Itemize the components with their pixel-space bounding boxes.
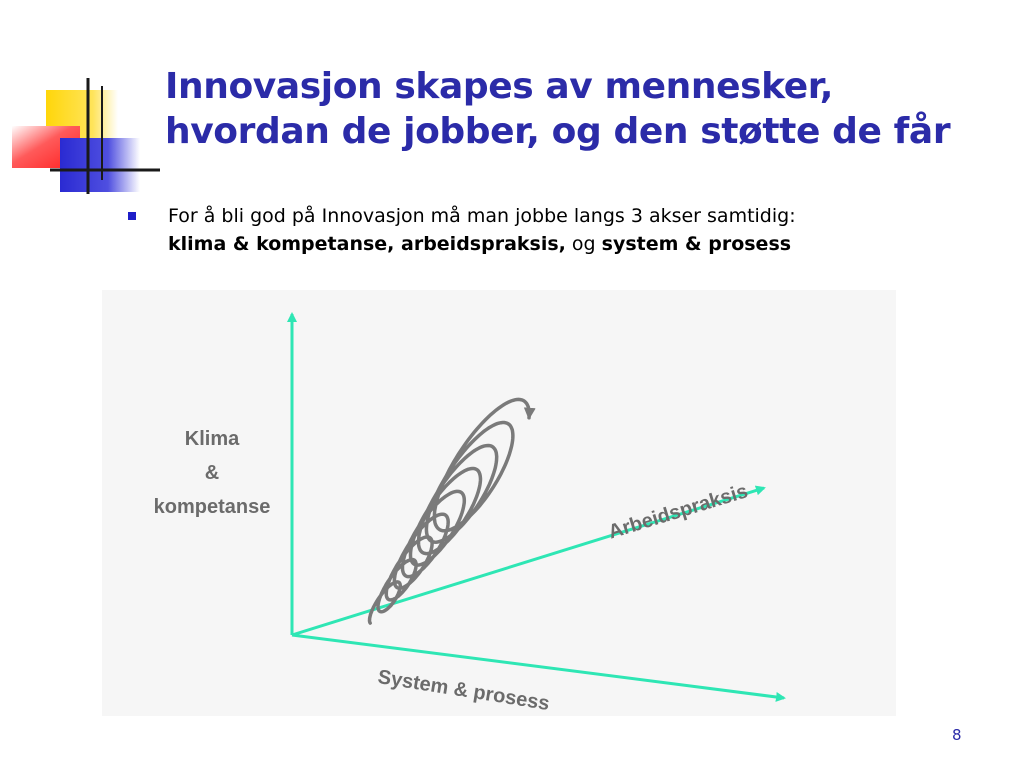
logo-blue-square bbox=[60, 138, 140, 192]
page-number: 8 bbox=[952, 726, 962, 744]
bullet-intro-text: For å bli god på Innovasjon må man jobbe langs 3 akser samtidig: bbox=[168, 205, 796, 227]
axis-label-system-prosess: System & prosess bbox=[376, 666, 552, 715]
slide-title-line-1: Innovasjon skapes av mennesker, bbox=[165, 66, 834, 107]
axis-label-klima-line-3: kompetanse bbox=[153, 496, 271, 518]
bullet-bold-axes-1: klima & kompetanse, arbeidspraksis, bbox=[168, 233, 566, 255]
slide-title bbox=[165, 64, 1005, 154]
axis-label-klima-line-1: Klima bbox=[184, 428, 240, 450]
decorative-logo-icon bbox=[0, 0, 160, 200]
bullet-plain-og: og bbox=[565, 233, 602, 255]
bullet-bold-axes-2: system & prosess bbox=[601, 233, 792, 255]
axis-label-arbeidspraksis: Arbeidspraksis bbox=[605, 480, 751, 544]
axis-label-klima-line-2: & bbox=[204, 462, 220, 484]
spiral-cone-icon bbox=[370, 399, 530, 623]
slide-title-line-2: hvordan de jobber, og den støtte de får bbox=[165, 111, 951, 152]
axis-label-klima-kompetanse bbox=[142, 422, 282, 524]
bullet-square-icon bbox=[128, 212, 136, 220]
bullet-text bbox=[168, 202, 978, 258]
three-axis-diagram bbox=[102, 290, 896, 716]
